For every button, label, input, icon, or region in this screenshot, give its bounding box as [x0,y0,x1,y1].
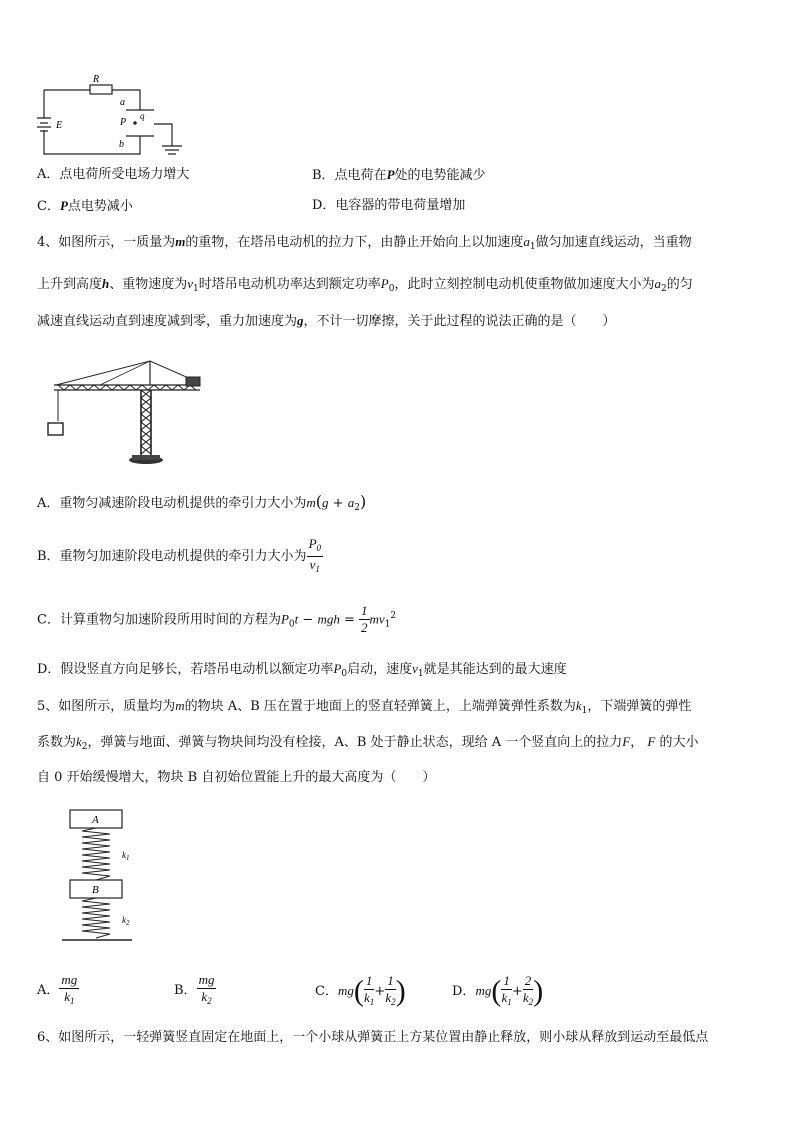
q4-option-b: B．重物匀加速阶段电动机提供的牵引力大小为 $\frac{P_0}{v_1}$ [37,536,322,574]
spring-blocks-figure [60,806,150,946]
q5-stem-line2: 系数为$k_2$，弹簧与地面、弹簧与物块间均没有栓接，A、B 处于静止状态，现给 A 一个竖直向上的拉力F， F 的大小 [37,734,699,752]
q3-option-c: C．P点电势减小 [37,198,133,214]
q5-stem-line3: 自 0 开始缓慢增大，物块 B 自初始位置能上升的最大高度为（ ） [37,770,436,785]
q4-stem-line2: 上升到高度h、重物速度为$v_1$时塔吊电动机功率达到额定功率$P_0$，此时立刻控制电动机使重物做加速度大小为$a_2$的匀 [37,276,693,294]
label-b: b [119,139,124,150]
block-a-label: A [92,814,99,826]
q3-option-d: D．电容器的带电荷量增加 [312,198,466,213]
q4-stem-line3: 减速直线运动直到速度减到零，重力加速度为g，不计一切摩擦，关于此过程的说法正确的是（ ） [37,313,616,329]
label-E: E [56,120,63,131]
label-R: R [93,74,100,85]
k2-label: $k_2$ [122,915,130,927]
q4-option-c: C．计算重物匀加速阶段所用时间的方程为$P_0t$ − mgh = $\frac{1}{2}$ $mv_1^2$ [37,603,397,636]
label-q: q [140,111,145,121]
label-a: a [120,97,125,108]
q5-option-d: D．mg( $\frac{1}{k_1}$ + $\frac{2}{k_2}$ ) [452,973,544,1008]
q5-stem-line1: 5、如图所示，质量均为m的物块 A、B 压在置于地面上的竖直轻弹簧上，上端弹簧弹性系数为$k_1$，下端弹簧的弹性 [37,698,692,716]
q5-option-c: C．mg( $\frac{1}{k_1}$ + $\frac{1}{k_2}$ ) [315,973,406,1008]
circuit-diagram [36,74,186,160]
q4-option-a: A．重物匀减速阶段电动机提供的牵引力大小为$m(g + a_2)$ [37,492,367,513]
q6-stem-line1: 6、如图所示，一轻弹簧竖直固定在地面上，一个小球从弹簧正上方某位置由静止释放，则小球从释放到运动至最低点 [37,1030,709,1045]
tower-crane-figure [40,355,205,470]
label-P: P [120,117,127,128]
q3-option-b: B．点电荷在P处的电势能减少 [312,167,486,183]
q5-option-a: A． $\frac{mg}{k_1}$ [37,972,78,1006]
q4-option-d: D．假设竖直方向足够长，若塔吊电动机以额定功率$P_0$启动，速度$v_1$就是其能达到的最大速度 [37,661,567,679]
block-b-label: B [92,884,99,896]
q5-option-b: B． $\frac{mg}{k_2}$ [174,972,215,1006]
k1-label: $k_1$ [122,850,130,862]
q3-option-a: A．点电荷所受电场力增大 [37,167,190,182]
q4-stem-line1: 4、如图所示，一质量为m的重物，在塔吊电动机的拉力下，由静止开始向上以加速度$a_1$做匀加速直线运动，当重物 [37,234,692,252]
